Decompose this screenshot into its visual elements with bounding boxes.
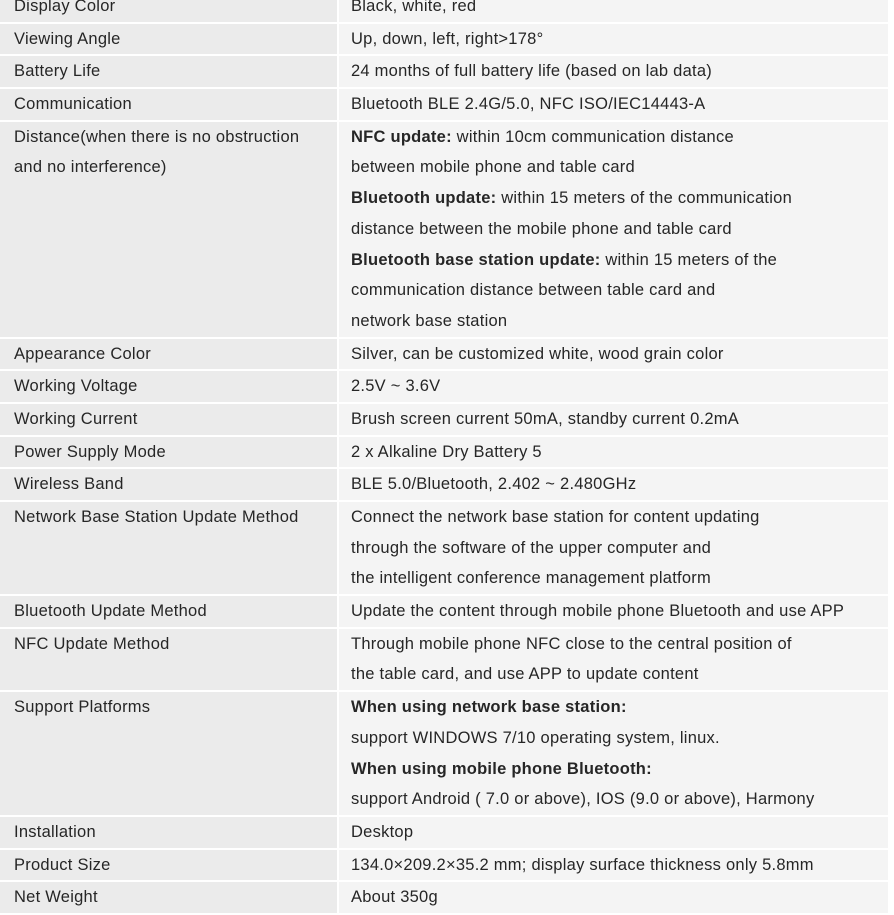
right-margin [888,0,894,844]
spec-value-line [351,659,888,690]
spec-row [0,24,888,57]
spec-value-text: BLE 5.0/Bluetooth, 2.402 ~ 2.480GHz [351,475,637,494]
spec-row [0,692,888,817]
spec-value-line [351,469,888,500]
spec-value-text: Through mobile phone NFC close to the central position of [351,634,792,653]
spec-row [0,89,888,122]
spec-value-line [351,183,888,214]
spec-label: Distance(when there is no obstruction [14,127,300,146]
spec-label: Display Color [14,0,116,15]
spec-label-cell [0,89,337,120]
spec-value-text: through the software of the upper computer and [351,538,712,557]
spec-value-cell [339,469,888,500]
spec-label-cell [0,24,337,55]
spec-value-line [351,404,888,435]
spec-value-line [351,24,888,55]
spec-value-line [351,723,888,754]
spec-value-text: Desktop [351,822,414,841]
spec-row [0,437,888,470]
spec-value-text: support Android ( 7.0 or above), IOS (9.0 or above), Harmony [351,790,815,809]
spec-label: and no interference) [14,158,167,177]
spec-label: Support Platforms [14,698,151,717]
spec-value-line [351,692,888,723]
spec-value-text: 24 months of full battery life (based on lab data) [351,62,713,81]
spec-value-line [351,882,888,913]
spec-label-cell [0,437,337,468]
spec-label: Product Size [14,855,111,874]
spec-value-cell [339,24,888,55]
spec-value-line [351,0,888,22]
spec-row [0,339,888,372]
spec-row [0,596,888,629]
spec-label: Battery Life [14,62,101,81]
spec-value-line [351,275,888,306]
spec-value-text: between mobile phone and table card [351,158,635,177]
spec-value-line [351,754,888,785]
spec-value-text: Bluetooth BLE 2.4G/5.0, NFC ISO/IEC14443-A [351,95,706,114]
spec-label-cell [0,469,337,500]
spec-value-cell [339,850,888,881]
spec-value-cell [339,122,888,337]
spec-value-line [351,596,888,627]
spec-value-line [351,437,888,468]
spec-row [0,56,888,89]
spec-value-line [351,850,888,881]
spec-label: Working Voltage [14,377,138,396]
spec-label-cell [0,56,337,87]
spec-value-text: network base station [351,311,508,330]
spec-value-text: Brush screen current 50mA, standby current 0.2mA [351,409,740,428]
spec-value-text: About 350g [351,888,438,907]
spec-label-cell [0,692,337,815]
spec-value-line [351,784,888,815]
spec-value-line [351,89,888,120]
spec-row [0,882,888,915]
spec-value-cell [339,502,888,594]
spec-label: NFC Update Method [14,634,170,653]
spec-value-line [351,122,888,153]
spec-value-cell [339,339,888,370]
spec-label: Wireless Band [14,475,124,494]
spec-value-line [351,533,888,564]
spec-value-cell [339,692,888,815]
spec-value-heading: NFC update: [351,127,452,146]
spec-value-text: the intelligent conference management platform [351,569,712,588]
spec-label: Installation [14,822,96,841]
spec-label-cell [0,629,337,690]
spec-label-cell [0,404,337,435]
spec-label-cell [0,596,337,627]
spec-label: Communication [14,95,132,114]
spec-value-line [351,563,888,594]
spec-value-heading: When using mobile phone Bluetooth: [351,759,652,778]
spec-row [0,469,888,502]
spec-value-cell [339,596,888,627]
spec-value-heading: Bluetooth base station update: [351,250,601,269]
spec-value-text: 134.0×209.2×35.2 mm; display surface thickness only 5.8mm [351,855,814,874]
spec-row [0,502,888,596]
spec-value-text: within 10cm communication distance [451,127,734,146]
spec-value-line [351,502,888,533]
spec-label: Viewing Angle [14,29,121,48]
spec-value-line [351,214,888,245]
spec-value-text: Connect the network base station for content updating [351,508,760,526]
spec-label-cell [0,339,337,370]
spec-value-text: the table card, and use APP to update content [351,665,699,684]
spec-label-cell [0,502,337,594]
spec-row [0,0,888,24]
spec-value-cell [339,882,888,913]
spec-value-line [351,339,888,370]
spec-row [0,371,888,404]
spec-label-cell [0,122,337,337]
spec-value-text: 2.5V ~ 3.6V [351,377,441,396]
spec-value-text: within 15 meters of the communication [496,189,793,208]
spec-value-cell [339,56,888,87]
spec-value-line [351,56,888,87]
spec-value-text: Black, white, red [351,0,477,15]
spec-value-text: Update the content through mobile phone Bluetooth and use APP [351,602,845,621]
spec-label: Net Weight [14,888,98,907]
spec-label-cell [0,0,337,22]
spec-row [0,404,888,437]
spec-label-cell [0,850,337,881]
spec-value-line [351,629,888,660]
spec-value-cell [339,437,888,468]
spec-label: Network Base Station Update Method [14,508,299,526]
spec-row [0,629,888,692]
spec-label: Bluetooth Update Method [14,602,207,621]
spec-value-text: 2 x Alkaline Dry Battery 5 [351,442,542,461]
spec-value-text: within 15 meters of the [600,250,778,269]
spec-value-text: distance between the mobile phone and table card [351,219,732,238]
spec-value-cell [339,404,888,435]
spec-value-cell [339,629,888,690]
spec-value-line [351,817,888,848]
spec-value-line [351,371,888,402]
spec-row [0,817,888,850]
spec-value-line [351,245,888,276]
spec-value-text: support WINDOWS 7/10 operating system, linux. [351,728,720,747]
spec-label-cell [0,817,337,848]
spec-label-cell [0,882,337,913]
spec-label: Working Current [14,409,138,428]
spec-row [0,850,888,883]
spec-value-text: Silver, can be customized white, wood grain color [351,344,724,363]
spec-value-cell [339,371,888,402]
spec-value-text: communication distance between table card and [351,281,716,300]
spec-value-cell [339,89,888,120]
spec-value-line [351,306,888,337]
spec-row [0,122,888,339]
spec-value-heading: Bluetooth update: [351,189,497,208]
spec-value-cell [339,0,888,22]
spec-value-text: Up, down, left, right>178° [351,29,544,48]
spec-label-cell [0,371,337,402]
spec-value-heading: When using network base station: [351,698,627,717]
spec-label: Appearance Color [14,344,151,363]
spec-label: Power Supply Mode [14,442,166,461]
spec-value-line [351,152,888,183]
spec-value-cell [339,817,888,848]
